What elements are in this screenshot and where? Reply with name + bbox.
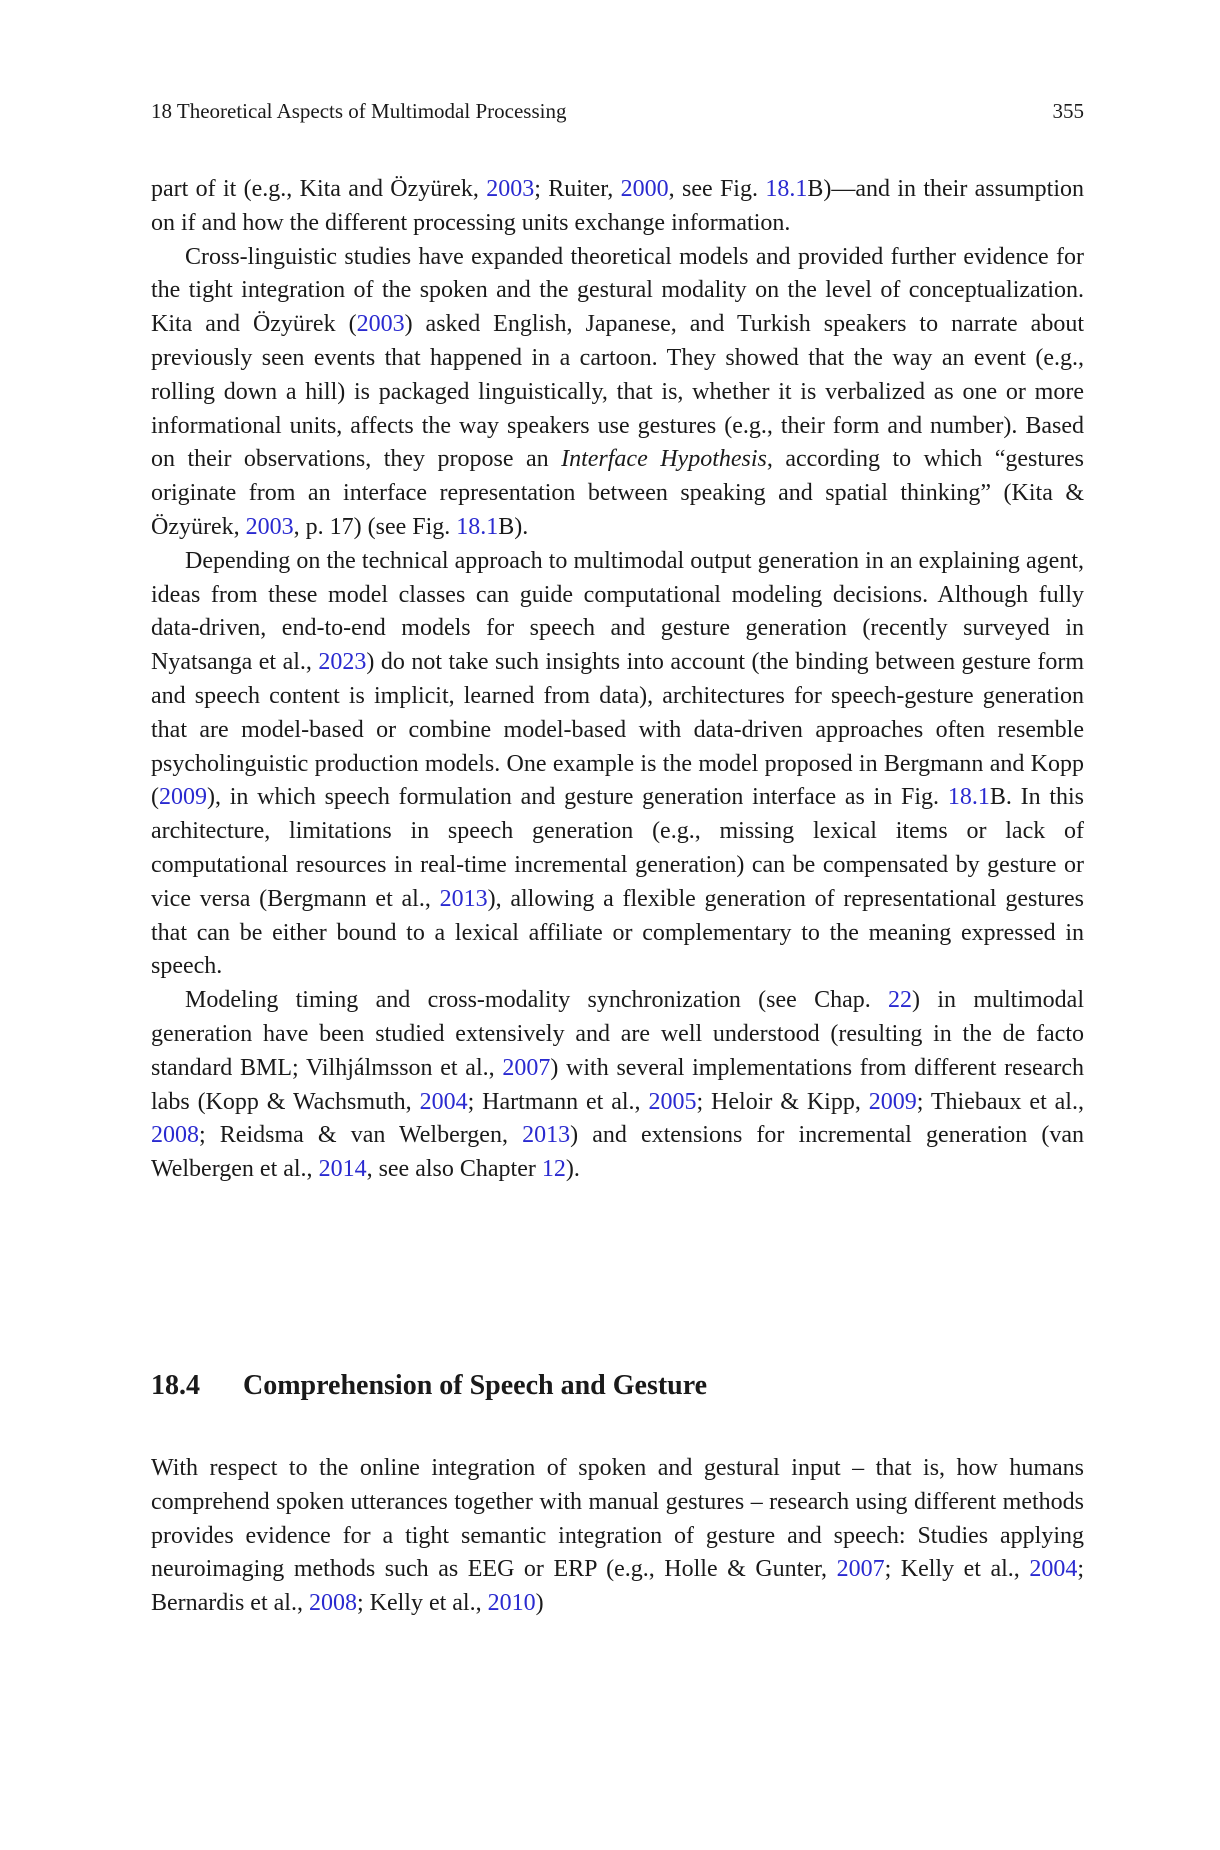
page-number: 355 [1052, 99, 1084, 123]
citation-link[interactable]: 22 [888, 987, 913, 1014]
text-run: ) do not take such insights into account (the binding between gesture form and speech content is implicit, learned from data), architectures for speech-gesture generation that are model-based or combine model-based with data-driven approaches often resemble psycholinguistic production models. One example is the model proposed in Bergmann and Kopp ( [151, 649, 1084, 811]
text-run: ; Heloir & Kipp, [696, 1088, 869, 1115]
text-run: ), in which speech formulation and gesture generation interface as in Fig. [207, 784, 948, 811]
text-run: ; Thiebaux et al., [916, 1088, 1084, 1115]
citation-link[interactable]: 12 [541, 1156, 566, 1183]
text-run: Depending on the technical approach to multimodal output generation in an explaining agent, ideas from these model classes can guide computational modeling decisions. Although fully data-driven, end-to-end models for speech and gesture generation (recently surveyed in Nyatsanga et al., [151, 547, 1084, 676]
running-header-chapter-title: 18 Theoretical Aspects of Multimodal Processing [151, 99, 567, 123]
citation-link[interactable]: 2000 [620, 176, 669, 202]
citation-link[interactable]: 2010 [487, 1590, 536, 1617]
text-run: ; Kelly et al., [884, 1556, 1030, 1583]
text-run: ) with several implementations from different research labs (Kopp & Wachsmuth, [151, 1054, 1085, 1115]
paragraph [151, 984, 1084, 1187]
text-run: B. In this architecture, limitations in speech generation (e.g., missing lexical items or lack of computational resources in real-time incremental generation) can be compensated by gesture or vice versa (Bergmann et al., [151, 784, 1084, 912]
citation-link[interactable]: 2007 [502, 1054, 551, 1081]
citation-link[interactable]: 18.1 [456, 513, 499, 540]
text-run: B). [498, 513, 529, 540]
citation-link[interactable]: 18.1 [947, 784, 990, 811]
paragraph [151, 241, 1084, 545]
text-run: ) asked English, Japanese, and Turkish speakers to narrate about previously seen events that happened in a cartoon. They showed that the way an event (e.g., rolling down a hill) is packaged linguistically, that is, whether it is verbalized as one or more informational units, affects the way speakers use gestures (e.g., their form and number). Based on their observations, they propose an [151, 311, 1084, 473]
citation-link[interactable]: 2004 [1029, 1556, 1078, 1583]
citation-link[interactable]: 2013 [439, 885, 488, 912]
text-run: ) [535, 1590, 544, 1617]
section-title: Comprehension of Speech and Gesture [243, 1370, 708, 1401]
citation-link[interactable]: 2003 [245, 513, 294, 540]
citation-link[interactable]: 2023 [318, 649, 367, 676]
text-run: part of it (e.g., Kita and Özyürek, [151, 176, 487, 202]
citation-link[interactable]: 2014 [318, 1156, 367, 1183]
text-run: With respect to the online integration of spoken and gestural input – that is, how humans comprehend spoken utterances together with manual gestures – research using different methods provides evidence for a tight semantic integration of gesture and speech: Studies applying neuroimaging methods such as EEG or ERP (e.g., Holle & Gunter, [151, 1455, 1084, 1583]
text-run: ; Bernardis et al., [151, 1556, 1084, 1617]
text-run: ) in multimodal generation have been studied extensively and are well understood (resulting in the de facto standard BML; Vilhjálmsson et al., [151, 987, 1084, 1081]
text-run: , see Fig. [668, 176, 766, 202]
citation-link[interactable]: 18.1 [765, 176, 808, 202]
text-run: , according to which “gestures originate from an interface representation between speaking and spatial thinking” (Kita & Özyürek, [151, 446, 1085, 540]
section-body-text [151, 1452, 1084, 1621]
citation-link[interactable]: 2009 [868, 1088, 917, 1115]
citation-link[interactable]: 2008 [151, 1122, 199, 1149]
text-run: ; Kelly et al., [356, 1590, 488, 1617]
citation-link[interactable]: 2009 [159, 784, 207, 811]
paragraph [151, 1452, 1084, 1621]
paragraph [151, 173, 1084, 241]
text-run: B)—and in their assumption on if and how the different processing units exchange information. [151, 176, 1084, 236]
citation-link[interactable]: 2003 [356, 311, 405, 338]
body-text [151, 173, 1084, 1187]
citation-link[interactable]: 2007 [836, 1556, 885, 1583]
paragraph [151, 545, 1084, 984]
citation-link[interactable]: 2003 [486, 176, 535, 202]
text-run: ) and extensions for incremental generation (van Welbergen et al., [151, 1122, 1084, 1183]
citation-link[interactable]: 2013 [522, 1122, 571, 1149]
text-run: ), allowing a flexible generation of representational gestures that can be either bound to a lexical affiliate or complementary to the meaning expressed in speech. [151, 885, 1084, 980]
citation-link[interactable]: 2008 [308, 1590, 357, 1617]
text-run: , see also Chapter [366, 1156, 542, 1183]
citation-link[interactable]: 2004 [419, 1088, 468, 1115]
text-run: , p. 17) (see Fig. [293, 513, 457, 540]
emphasized-text: Interface Hypothesis [561, 446, 767, 473]
section-number: 18.4 [151, 1370, 200, 1401]
text-run: ; Reidsma & van Welbergen, [199, 1122, 523, 1149]
text-run: Cross-linguistic studies have expanded theoretical models and provided further evidence for the tight integration of the spoken and the gestural modality on the level of conceptualization. Kita and Özyürek ( [151, 243, 1084, 338]
section-heading [151, 1368, 1084, 1404]
text-run: ; Hartmann et al., [467, 1088, 649, 1115]
citation-link[interactable]: 2005 [648, 1088, 697, 1115]
text-run: ; Ruiter, [534, 176, 621, 202]
text-run: Modeling timing and cross-modality synchronization (see Chap. [185, 987, 889, 1014]
text-run: ). [565, 1156, 580, 1183]
